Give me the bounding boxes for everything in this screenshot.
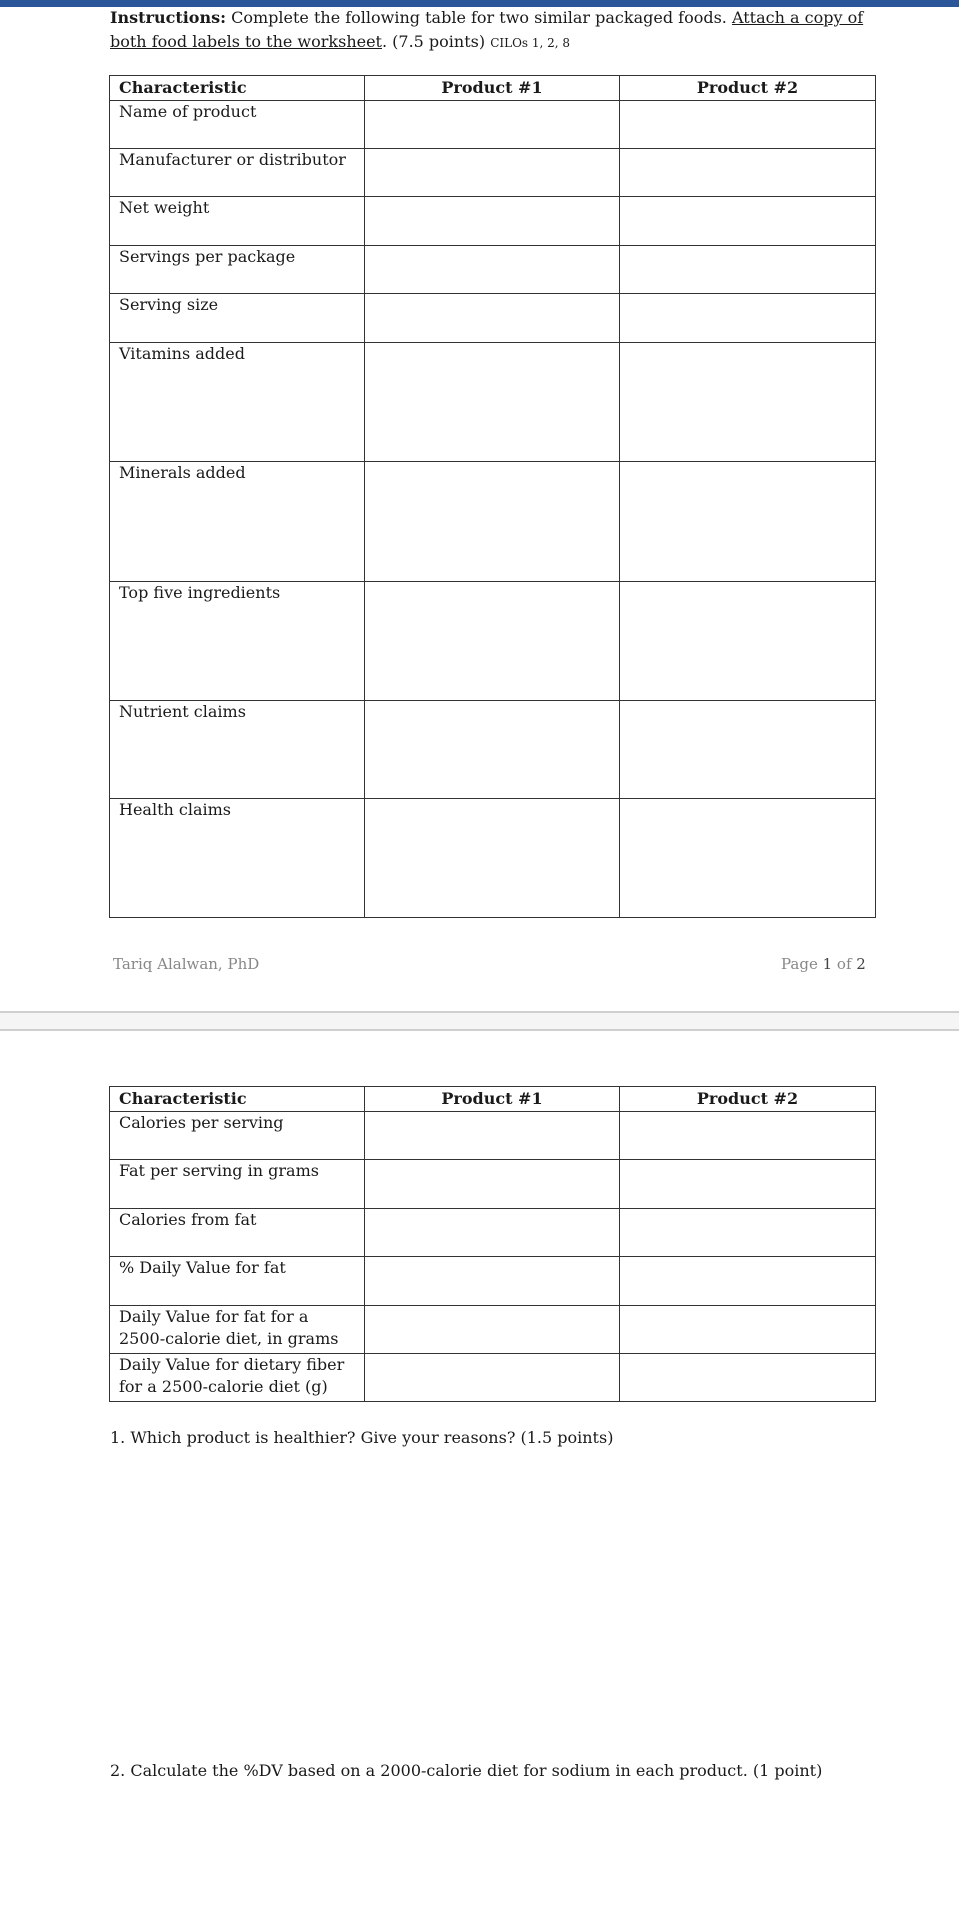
instructions-points: . (7.5 points) [381, 32, 491, 51]
row-label: Vitamins added [110, 343, 365, 462]
product-2-cell[interactable] [620, 1306, 876, 1354]
product-2-cell[interactable] [620, 1354, 876, 1402]
product-2-cell[interactable] [620, 462, 876, 582]
page-break [0, 1011, 959, 1031]
table-row [110, 582, 876, 701]
row-label: Daily Value for fat for a 2500-calorie diet, in grams [110, 1306, 365, 1354]
product-2-cell[interactable] [620, 246, 876, 294]
footer-page-number [781, 955, 866, 973]
table-row [110, 462, 876, 582]
table-header-row [110, 76, 876, 101]
product-1-cell[interactable] [365, 1354, 620, 1402]
row-label: Fat per serving in grams [110, 1160, 365, 1209]
product-1-cell[interactable] [365, 149, 620, 197]
product-1-cell[interactable] [365, 1257, 620, 1306]
header-product-2: Product #2 [620, 76, 876, 101]
product-1-cell[interactable] [365, 246, 620, 294]
product-2-cell[interactable] [620, 1112, 876, 1160]
header-characteristic: Characteristic [110, 76, 365, 101]
product-2-cell[interactable] [620, 101, 876, 149]
instructions-label: Instructions: [110, 8, 227, 27]
product-1-cell[interactable] [365, 799, 620, 918]
row-label: Net weight [110, 197, 365, 246]
page-of-word: of [832, 955, 857, 973]
product-2-cell[interactable] [620, 1160, 876, 1209]
characteristics-table-1 [109, 75, 876, 918]
product-1-cell[interactable] [365, 343, 620, 462]
product-2-cell[interactable] [620, 582, 876, 701]
row-label: Name of product [110, 101, 365, 149]
header-product-2: Product #2 [620, 1087, 876, 1112]
table-row [110, 1354, 876, 1402]
product-1-cell[interactable] [365, 701, 620, 799]
row-label: % Daily Value for fat [110, 1257, 365, 1306]
table-row [110, 1257, 876, 1306]
product-1-cell[interactable] [365, 197, 620, 246]
instructions-text: Complete the following table for two similar packaged foods. [226, 8, 732, 27]
table-row [110, 294, 876, 343]
row-label: Nutrient claims [110, 701, 365, 799]
product-1-cell[interactable] [365, 1209, 620, 1257]
row-label: Servings per package [110, 246, 365, 294]
product-1-cell[interactable] [365, 1306, 620, 1354]
header-product-1: Product #1 [365, 1087, 620, 1112]
page-word: Page [781, 955, 823, 973]
question-2: 2. Calculate the %DV based on a 2000-calorie diet for sodium in each product. (1 point) [110, 1761, 823, 1780]
product-2-cell[interactable] [620, 149, 876, 197]
characteristics-table-2 [109, 1086, 876, 1402]
instructions-underlined-text: Attach a copy of both food labels to the worksheet [110, 8, 864, 51]
product-2-cell[interactable] [620, 1257, 876, 1306]
table-row [110, 197, 876, 246]
product-2-cell[interactable] [620, 799, 876, 918]
page-total: 2 [856, 955, 866, 973]
table-row [110, 701, 876, 799]
page-current: 1 [822, 955, 833, 973]
product-1-cell[interactable] [365, 462, 620, 582]
product-2-cell[interactable] [620, 343, 876, 462]
table-row [110, 1112, 876, 1160]
instructions-cilos: CILOs 1, 2, 8 [490, 36, 571, 50]
header-characteristic: Characteristic [110, 1087, 365, 1112]
table-header-row [110, 1087, 876, 1112]
table-row [110, 101, 876, 149]
product-2-cell[interactable] [620, 701, 876, 799]
table-row [110, 246, 876, 294]
product-1-cell[interactable] [365, 582, 620, 701]
instructions-paragraph [110, 6, 870, 55]
product-1-cell[interactable] [365, 1160, 620, 1209]
product-1-cell[interactable] [365, 1112, 620, 1160]
table-row [110, 343, 876, 462]
table-row [110, 1306, 876, 1354]
table-row [110, 1160, 876, 1209]
product-2-cell[interactable] [620, 1209, 876, 1257]
table-row [110, 799, 876, 918]
question-1: 1. Which product is healthier? Give your reasons? (1.5 points) [110, 1428, 614, 1447]
row-label: Serving size [110, 294, 365, 343]
table-row [110, 1209, 876, 1257]
header-product-1: Product #1 [365, 76, 620, 101]
row-label: Calories per serving [110, 1112, 365, 1160]
row-label: Health claims [110, 799, 365, 918]
footer-author: Tariq Alalwan, PhD [113, 955, 260, 973]
row-label: Calories from fat [110, 1209, 365, 1257]
product-1-cell[interactable] [365, 101, 620, 149]
product-1-cell[interactable] [365, 294, 620, 343]
table-row [110, 149, 876, 197]
row-label: Daily Value for dietary fiber for a 2500-calorie diet (g) [110, 1354, 365, 1402]
row-label: Minerals added [110, 462, 365, 582]
row-label: Manufacturer or distributor [110, 149, 365, 197]
row-label: Top five ingredients [110, 582, 365, 701]
product-2-cell[interactable] [620, 197, 876, 246]
product-2-cell[interactable] [620, 294, 876, 343]
